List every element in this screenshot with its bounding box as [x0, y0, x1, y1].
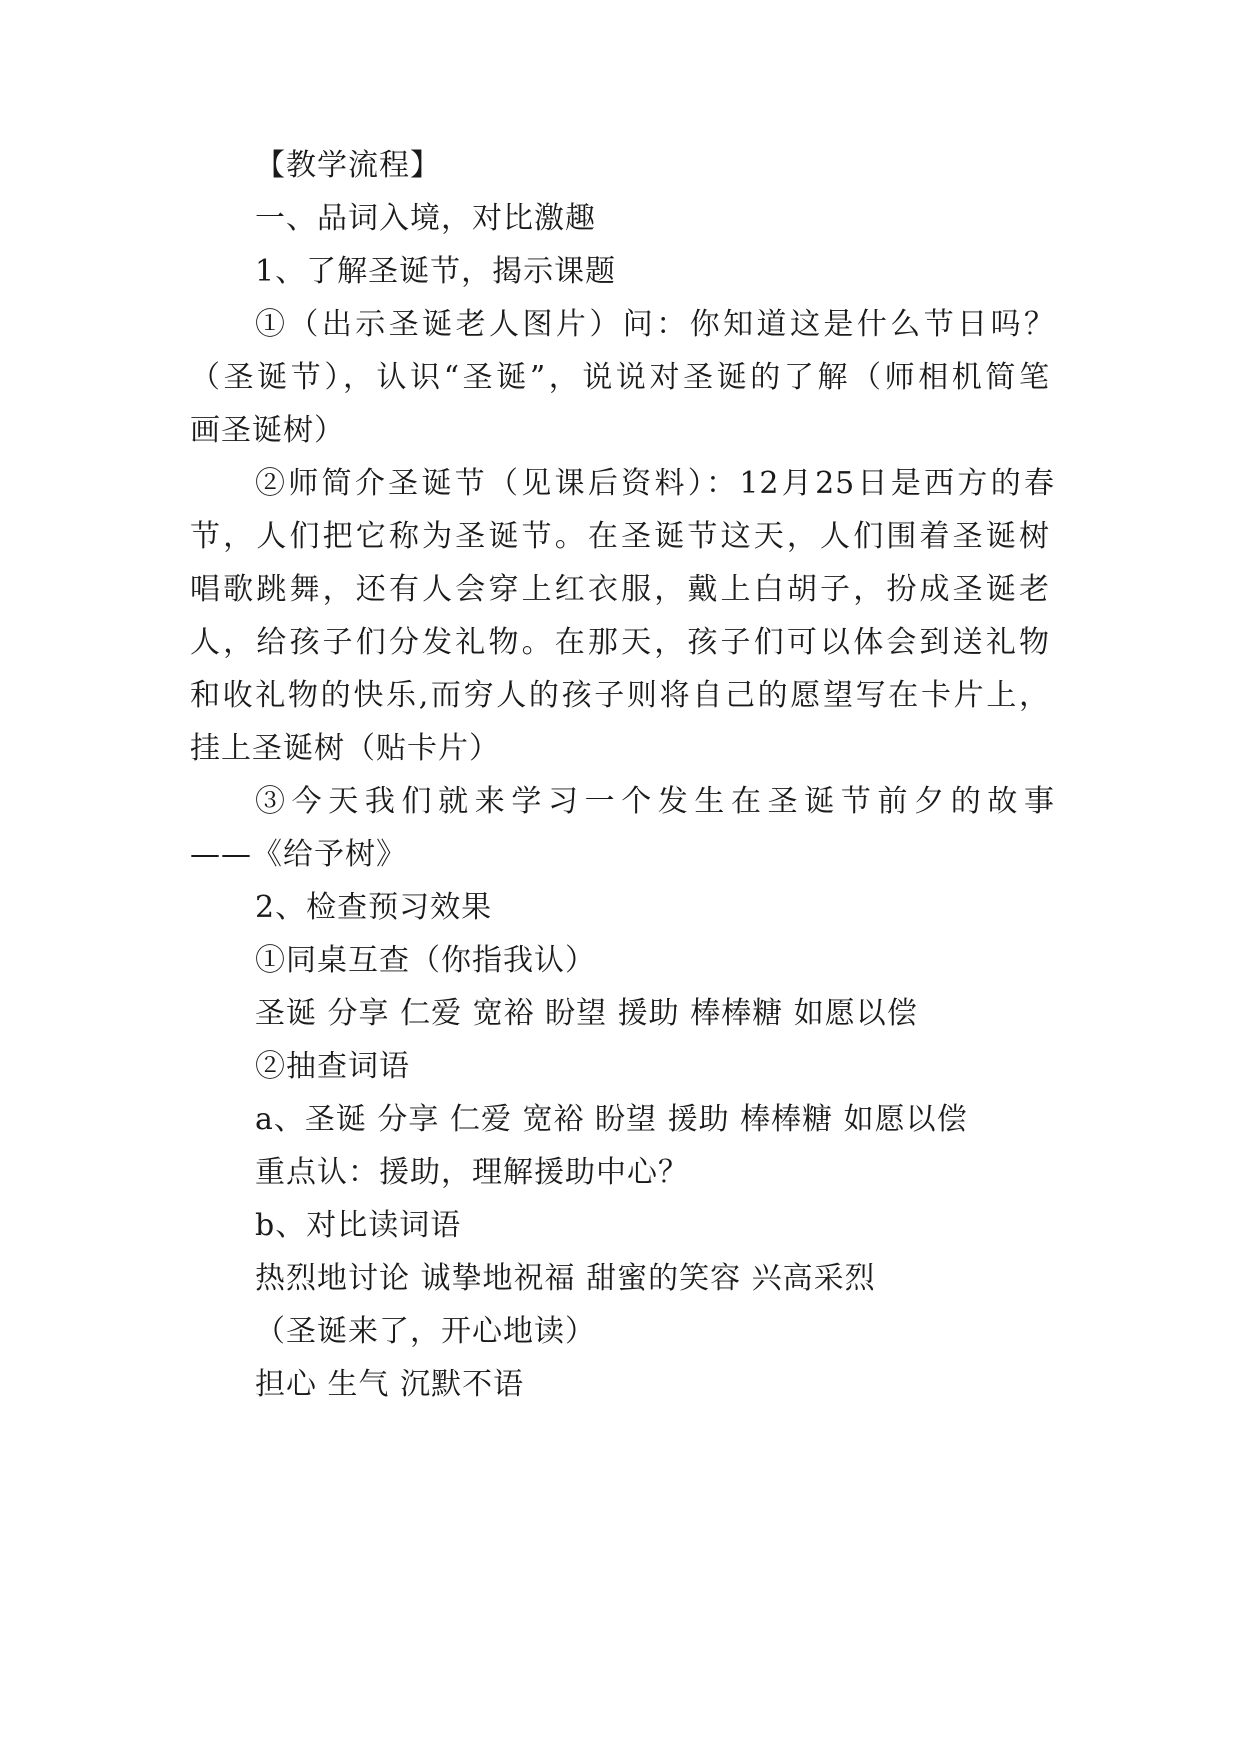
paragraph-line: ②抽查词语	[255, 1049, 410, 1084]
paragraph-line: ——《给予树》	[190, 837, 407, 872]
paragraph-line: ①（出示圣诞老人图片）问：你知道这是什么节日吗？	[255, 307, 1055, 342]
paragraph-line: 和收礼物的快乐,而穷人的孩子则将自己的愿望写在卡片上，	[190, 678, 1050, 713]
step-1-heading: 1、了解圣诞节，揭示课题	[255, 254, 617, 289]
paragraph-line: 挂上圣诞树（贴卡片）	[190, 731, 500, 766]
paragraph-line: ①同桌互查（你指我认）	[255, 943, 596, 978]
word-list: 担心 生气 沉默不语	[255, 1367, 525, 1402]
step-2-heading: 2、检查预习效果	[255, 890, 493, 925]
paragraph-line: ③今天我们就来学习一个发生在圣诞节前夕的故事	[255, 784, 1055, 819]
word-list: a、圣诞 分享 仁爱 宽裕 盼望 援助 棒棒糖 如愿以偿	[255, 1102, 968, 1137]
section-heading: 【教学流程】	[255, 148, 441, 183]
paragraph-line: （圣诞来了，开心地读）	[255, 1314, 596, 1349]
word-list: 圣诞 分享 仁爱 宽裕 盼望 援助 棒棒糖 如愿以偿	[255, 996, 918, 1031]
paragraph-line: 人，给孩子们分发礼物。在那天，孩子们可以体会到送礼物	[190, 625, 1050, 660]
part-one-heading: 一、品词入境，对比激趣	[255, 201, 596, 236]
paragraph-line: b、对比读词语	[255, 1208, 462, 1243]
paragraph-line: 唱歌跳舞，还有人会穿上红衣服，戴上白胡子，扮成圣诞老	[190, 572, 1050, 607]
paragraph-line: 重点认：援助，理解援助中心？	[255, 1155, 689, 1190]
paragraph-line: 画圣诞树）	[190, 413, 345, 448]
paragraph-line: 节，人们把它称为圣诞节。在圣诞节这天，人们围着圣诞树	[190, 519, 1050, 554]
paragraph-line: ②师简介圣诞节（见课后资料）：12月25日是西方的春	[255, 466, 1055, 501]
word-list: 热烈地讨论 诚挚地祝福 甜蜜的笑容 兴高采烈	[255, 1261, 876, 1296]
paragraph-line: （圣诞节），认识“圣诞”，说说对圣诞的了解（师相机简笔	[190, 360, 1050, 395]
